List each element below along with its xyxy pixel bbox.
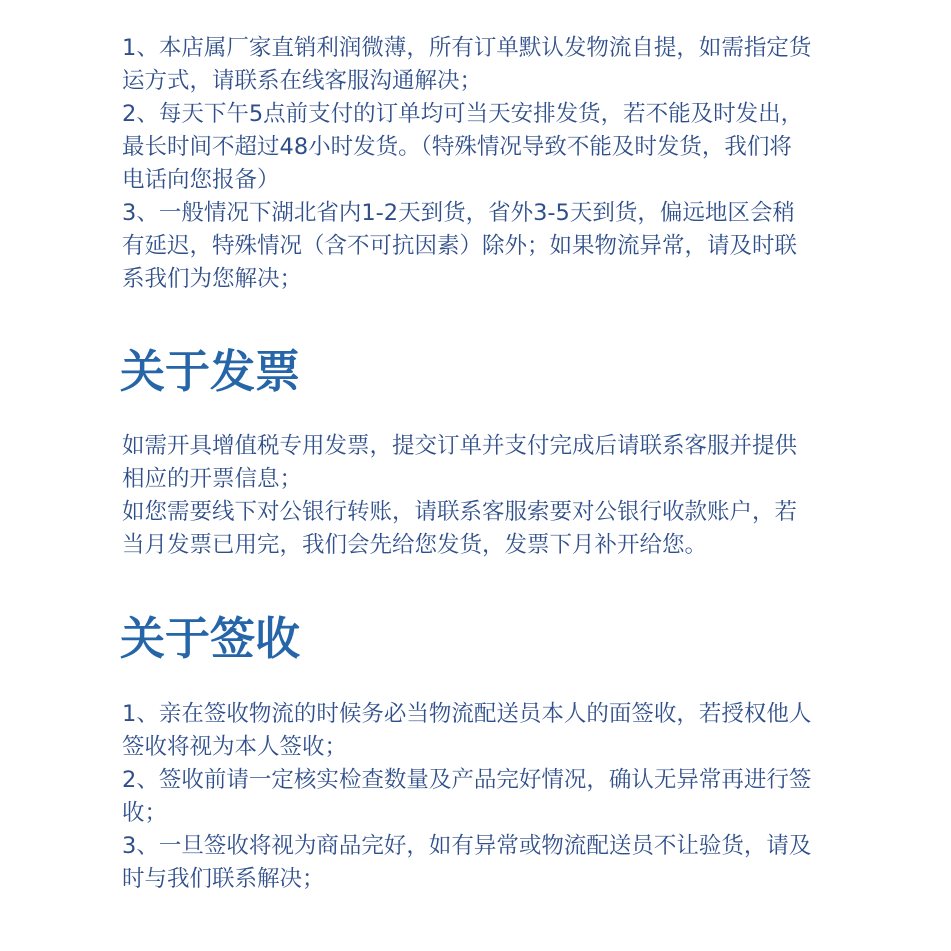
invoice-line: 如需开具增值税专用发票，提交订单并支付完成后请联系客服并提供 xyxy=(122,433,798,459)
receipt-section-heading: 关于签收 xyxy=(120,612,301,665)
shipping-line: 最长时间不超过48小时发货。（特殊情况导致不能及时发货，我们将 xyxy=(122,134,792,160)
shipping-line: 3、一般情况下湖北省内1-2天到货，省外3-5天到货，偏远地区会稍 xyxy=(122,200,795,226)
receipt-line: 时与我们联系解决； xyxy=(122,866,325,892)
receipt-line: 1、亲在签收物流的时候务必当物流配送员本人的面签收，若授权他人 xyxy=(122,701,812,727)
shipping-policy-text xyxy=(122,32,842,296)
shipping-line: 电话向您报备） xyxy=(122,167,280,193)
receipt-line: 签收将视为本人签收； xyxy=(122,734,348,760)
shipping-line: 系我们为您解决； xyxy=(122,266,303,292)
shipping-line: 有延迟，特殊情况（含不可抗因素）除外；如果物流异常，请及时联 xyxy=(122,233,798,259)
shipping-line: 1、本店属厂家直销利润微薄，所有订单默认发物流自提，如需指定货 xyxy=(122,35,812,61)
receipt-line: 3、一旦签收将视为商品完好，如有异常或物流配送员不让验货，请及 xyxy=(122,833,812,859)
invoice-line: 如您需要线下对公银行转账，请联系客服索要对公银行收款账户，若 xyxy=(122,499,798,525)
invoice-section-heading: 关于发票 xyxy=(120,345,301,398)
receipt-line: 收； xyxy=(122,800,168,826)
shipping-line: 2、每天下午5点前支付的订单均可当天安排发货，若不能及时发出， xyxy=(122,101,804,127)
invoice-line: 当月发票已用完，我们会先给您发货，发票下月补开给您。 xyxy=(122,532,708,558)
invoice-policy-text xyxy=(122,430,842,562)
receipt-line: 2、签收前请一定核实检查数量及产品完好情况，确认无异常再进行签 xyxy=(122,767,812,793)
invoice-line: 相应的开票信息； xyxy=(122,466,303,492)
shipping-line: 运方式，请联系在线客服沟通解决； xyxy=(122,68,483,94)
receipt-policy-text xyxy=(122,698,842,896)
